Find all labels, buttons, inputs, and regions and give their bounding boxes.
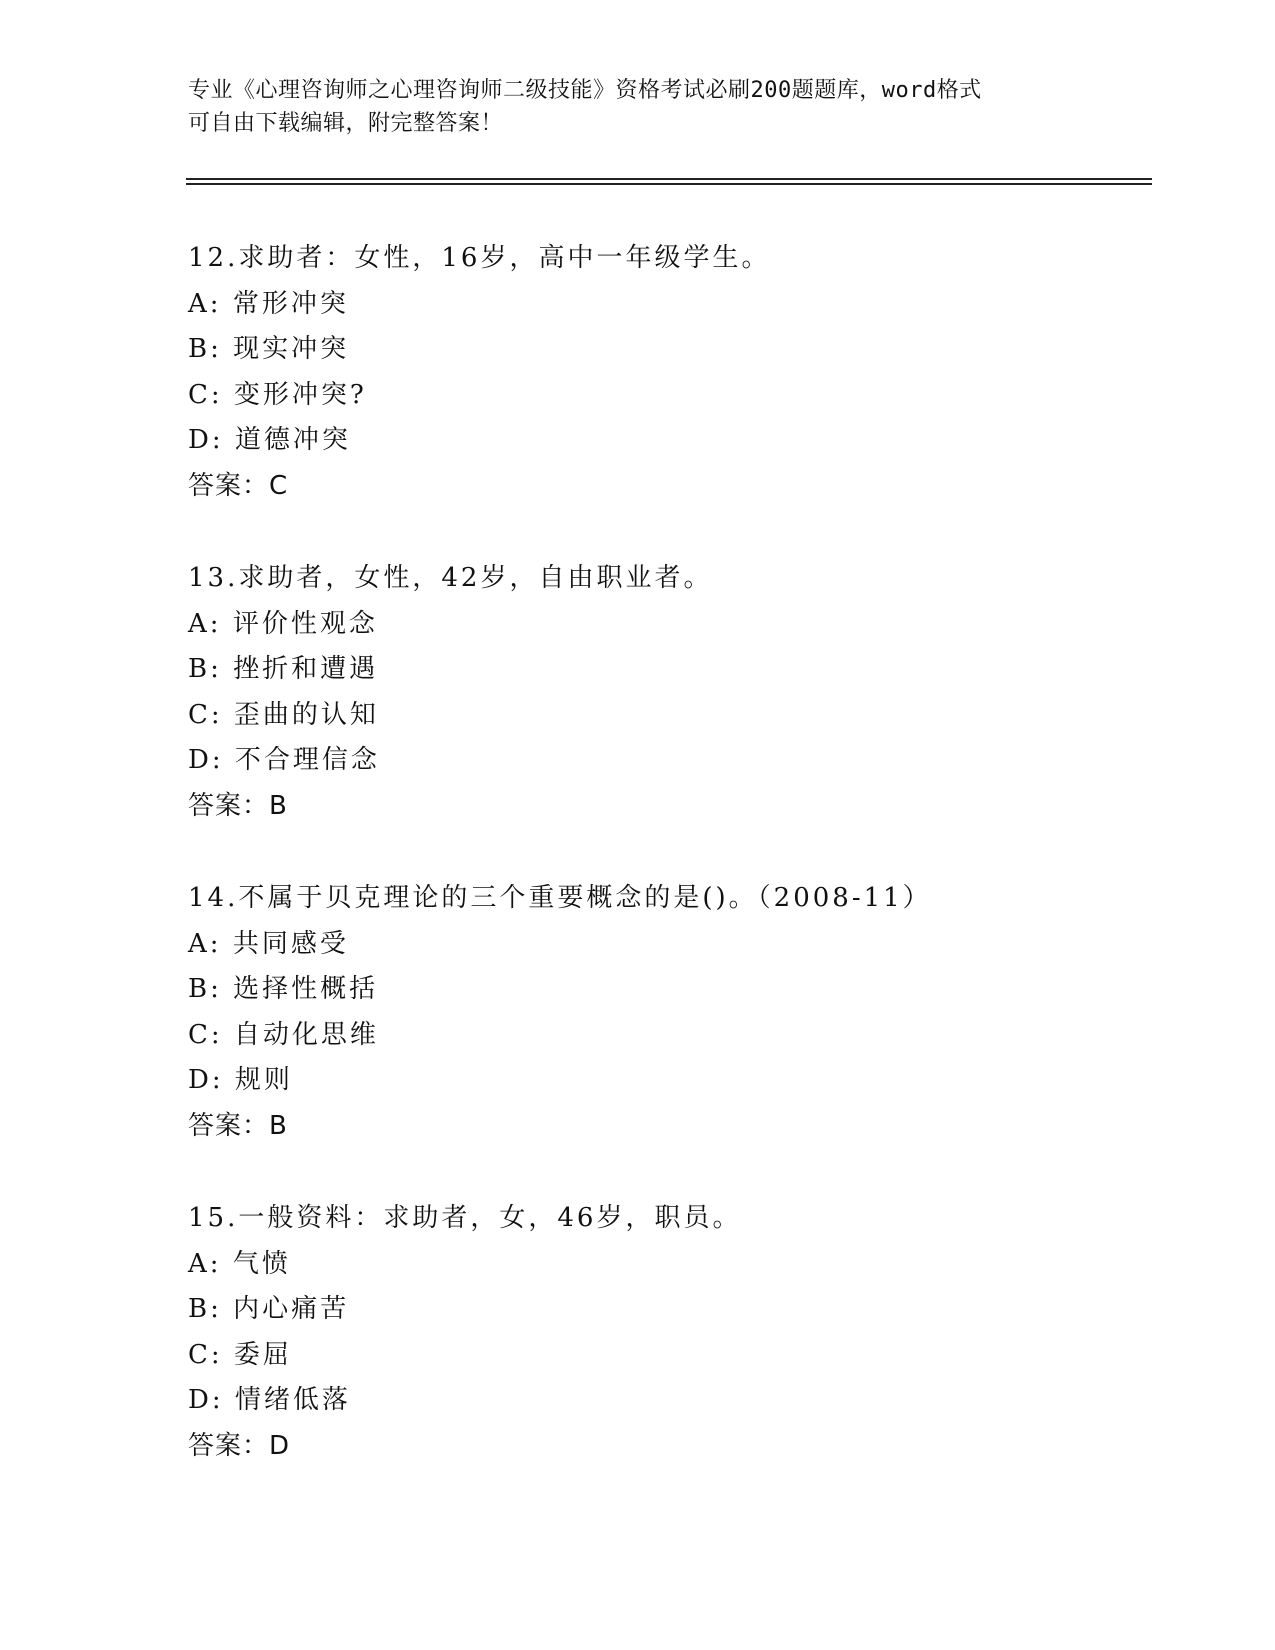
question-stem [188,556,1148,602]
answer-line [188,1104,1148,1150]
question-text: 求助者：女性，16岁，高中一年级学生。 [238,243,771,273]
question-stem [188,1196,1148,1242]
question-15 [188,1196,1148,1516]
option-c [188,373,1148,419]
question-text: 求助者，女性，42岁，自由职业者。 [238,563,713,593]
answer-value: B [269,790,288,821]
option-label: B: [188,974,222,1004]
question-number: 14. [188,883,239,913]
option-a [188,282,1148,328]
option-label: D: [188,745,224,775]
answer-value: D [269,1430,291,1461]
option-d [188,1378,1148,1424]
header-divider-top [186,178,1152,180]
question-stem [188,236,1148,282]
option-text: 评价性观念 [232,608,378,639]
option-label: B: [188,654,222,684]
header-line-2: 可自由下载编辑，附完整答案！ [188,111,504,136]
answer-label: 答案： [188,1430,270,1461]
option-label: C: [188,1019,223,1050]
question-stem [188,876,1148,922]
question-13 [188,556,1148,876]
option-text: 内心痛苦 [233,1294,350,1324]
option-a [188,922,1148,968]
option-text: 自动化思维 [233,1019,379,1050]
option-a [188,602,1148,648]
question-number: 12. [188,243,239,273]
answer-line [188,464,1148,510]
option-text: 气愤 [232,1248,291,1279]
option-b [188,1287,1148,1333]
option-label: B: [188,1294,222,1324]
option-label: D: [188,1065,224,1095]
question-text: 不属于贝克理论的三个重要概念的是()。（2008-11） [238,883,932,913]
option-text: 挫折和遭遇 [233,654,379,684]
option-text: 情绪低落 [234,1385,351,1415]
header-divider-bottom [186,183,1152,185]
option-label: A: [188,928,222,959]
option-text: 规则 [234,1065,293,1095]
option-label: A: [188,288,222,319]
option-c [188,1333,1148,1379]
answer-label: 答案： [188,470,270,501]
document-header [188,74,1088,140]
option-label: C: [188,379,223,410]
option-b [188,647,1148,693]
option-text: 共同感受 [232,928,349,959]
question-14 [188,876,1148,1196]
option-b [188,967,1148,1013]
option-d [188,1058,1148,1104]
option-label: C: [188,699,223,730]
option-d [188,418,1148,464]
option-c [188,1013,1148,1059]
question-number: 15. [188,1203,239,1233]
option-text: 委屈 [233,1339,292,1370]
answer-value: B [269,1110,288,1141]
answer-label: 答案： [188,1110,270,1141]
question-number: 13. [188,563,239,593]
option-label: D: [188,425,224,455]
option-text: 歪曲的认知 [233,699,379,730]
option-text: 选择性概括 [233,974,379,1004]
option-d [188,738,1148,784]
option-label: C: [188,1339,223,1370]
option-text: 常形冲突 [232,288,349,319]
question-text: 一般资料：求助者，女，46岁，职员。 [238,1203,742,1233]
option-label: A: [188,608,222,639]
option-b [188,327,1148,373]
option-label: B: [188,334,222,364]
question-list [188,236,1148,1516]
question-12 [188,236,1148,556]
option-a [188,1242,1148,1288]
answer-line [188,784,1148,830]
header-line-1: 专业《心理咨询师之心理咨询师二级技能》资格考试必刷200题题库，word格式 [188,78,982,103]
option-text: 现实冲突 [233,334,350,364]
option-text: 变形冲突? [233,379,367,410]
option-text: 道德冲突 [234,425,351,455]
answer-label: 答案： [188,790,270,821]
answer-line [188,1424,1148,1470]
option-c [188,693,1148,739]
option-text: 不合理信念 [234,745,380,775]
option-label: D: [188,1385,224,1415]
option-label: A: [188,1248,222,1279]
answer-value: C [269,470,289,501]
